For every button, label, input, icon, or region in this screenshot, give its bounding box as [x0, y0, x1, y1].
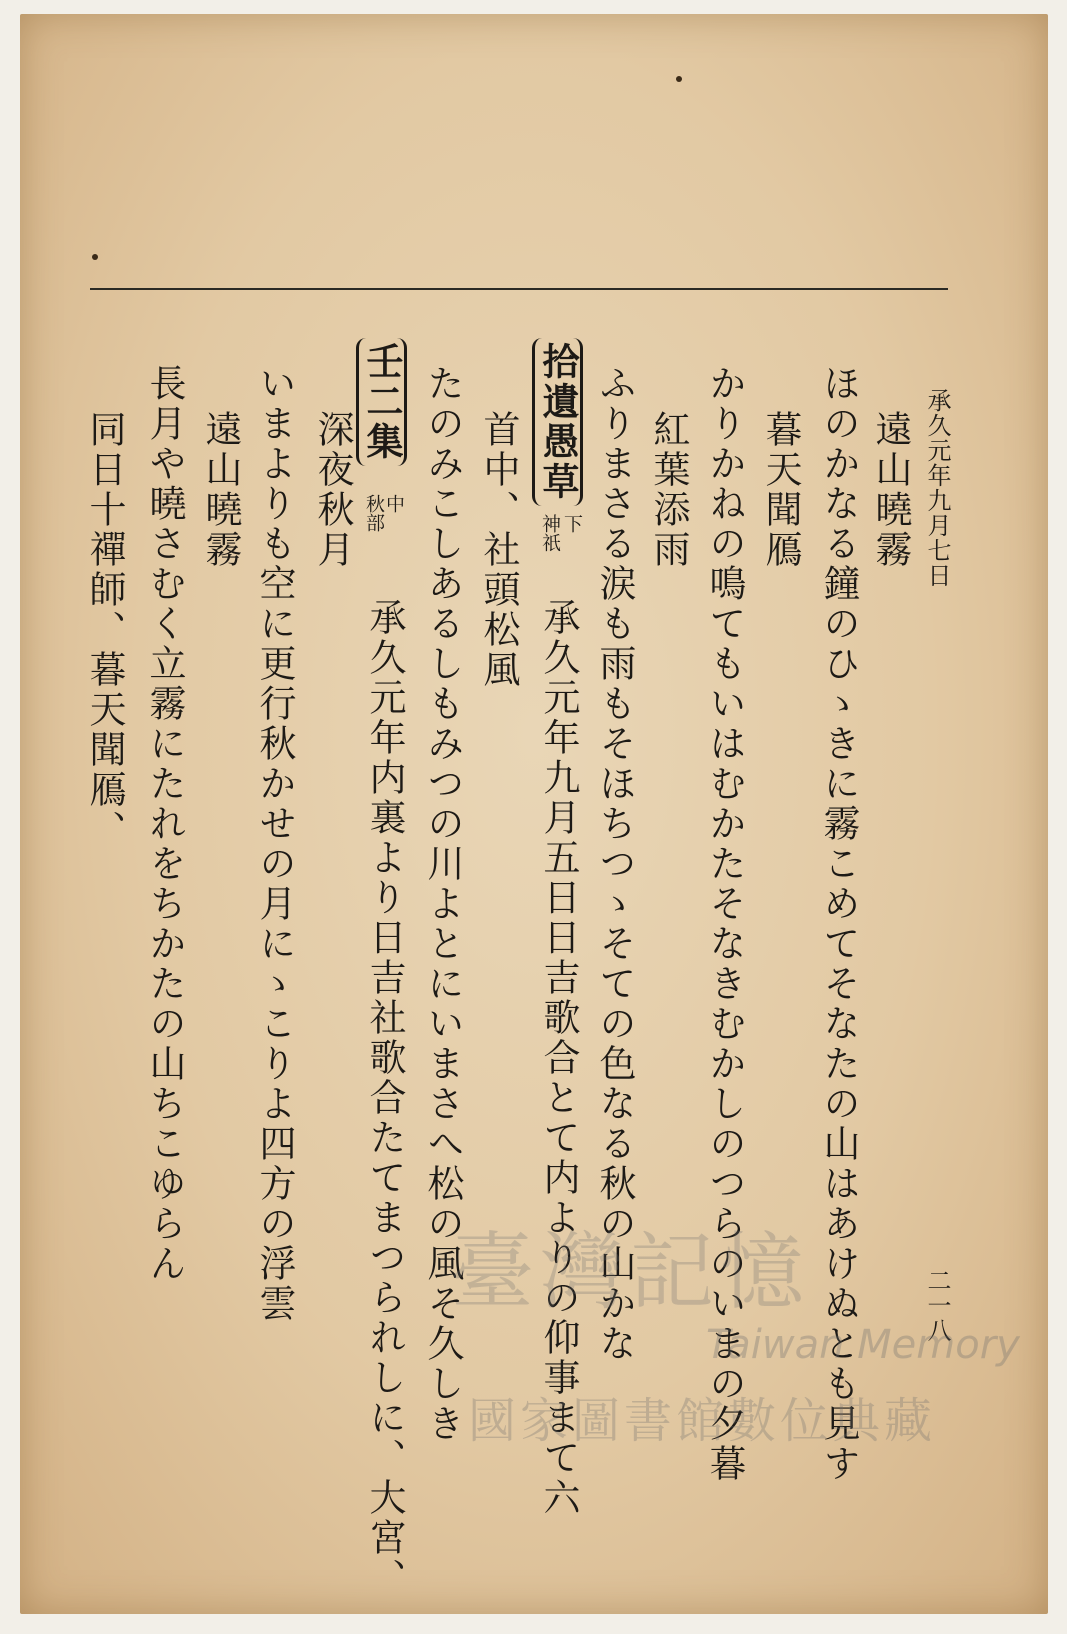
poem-title: 紅葉添雨: [647, 410, 690, 570]
poem-line: かりかねの鳴てもいはむかたそなきむかしのつらのいまの夕暮: [703, 364, 746, 1484]
prose-line: 同日十禪師、暮天聞鴈、: [83, 410, 126, 850]
prose-line: 首中、社頭松風: [477, 410, 520, 690]
header-rule: [90, 288, 948, 290]
source-title: 壬二集: [356, 338, 407, 466]
poem-line: いまよりも空に更行秋かせの月にゝこりよ四方の浮雲: [253, 364, 296, 1324]
poem-title: 遠山曉霧: [199, 410, 242, 570]
prose-line: 承久元年九月五日日吉歌合とて内よりの仰事まて六: [537, 598, 580, 1518]
poem-title: 遠山曉霧: [869, 410, 912, 570]
section-note: 秋部: [363, 494, 385, 532]
header-date: 承久元年九月七日: [923, 388, 951, 588]
poem-title: 暮天聞鴈: [759, 410, 802, 570]
watermark-library: 國家圖書館數位典藏: [468, 1393, 937, 1449]
poem-title: 深夜秋月: [311, 410, 354, 570]
section-note: 神祇: [539, 514, 561, 552]
source-title: 拾遺愚草: [532, 338, 583, 506]
poem-line: ふりまさる涙も雨もそほちつゝそての色なる秋の山かな: [593, 364, 636, 1364]
poem-line: ほのかなる鐘のひゝきに霧こめてそなたの山はあけぬとも見す: [817, 364, 860, 1484]
paper-speck: [676, 76, 682, 82]
poem-line: 長月や曉さむく立霧にたれをちかたの山ちこゆらん: [143, 364, 186, 1284]
watermark-english: Taiwan Memory: [706, 1322, 1020, 1368]
paper-speck: [92, 254, 98, 260]
poem-line: たのみこしあるしもみつの川よとにいまさへ松の風そ久しき: [421, 364, 464, 1444]
page-number: 二一八: [923, 1268, 951, 1343]
watermark-logo: 臺灣記憶: [450, 1223, 811, 1321]
prose-line: 承久元年内裏より日吉社歌合たてまつられしに、大宮、: [363, 598, 406, 1598]
volume-note: 下: [561, 514, 583, 533]
volume-note: 中: [383, 494, 405, 513]
